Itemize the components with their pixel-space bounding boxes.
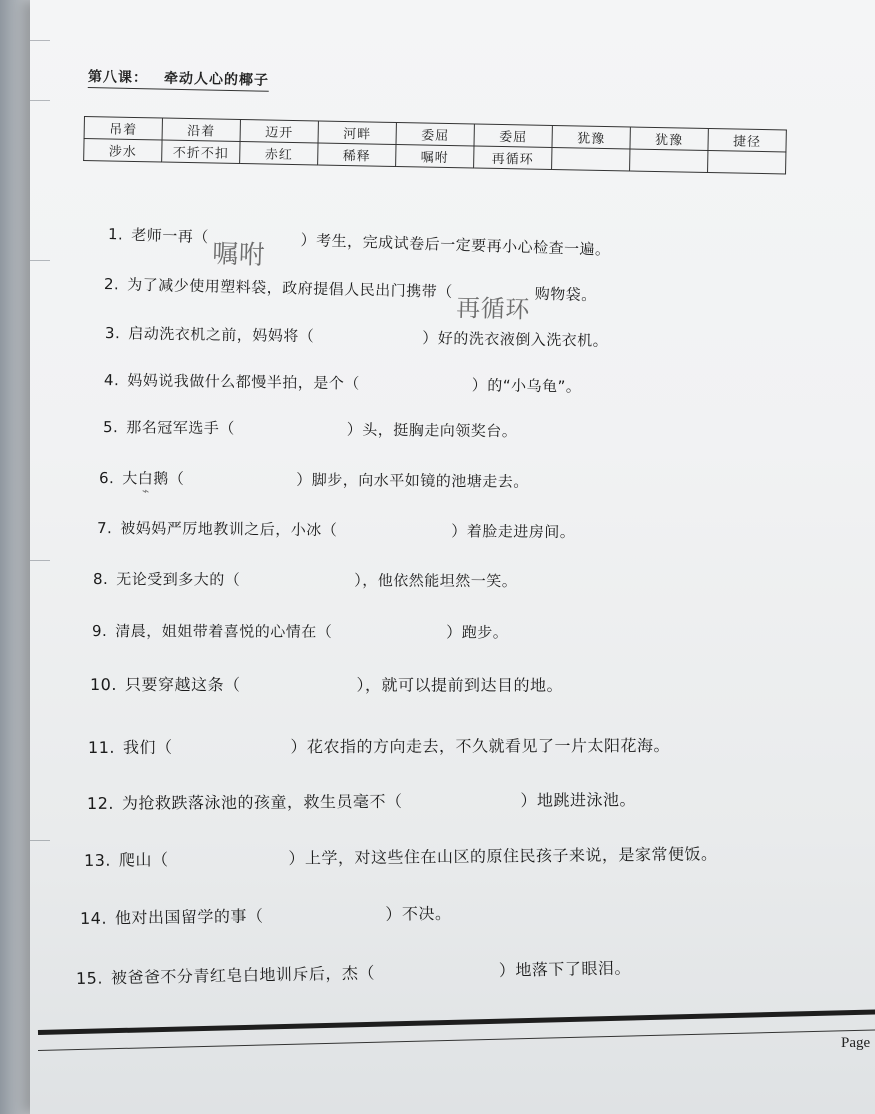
question-text-after: 购物袋。 <box>534 284 597 305</box>
answer-blank[interactable] <box>403 806 521 807</box>
question-text-after: ）脚步，向水平如镜的池塘走去。 <box>296 470 529 491</box>
question-number: 6. <box>98 469 115 488</box>
vocab-cell: 犹豫 <box>630 127 708 150</box>
answer-blank[interactable] <box>453 294 535 324</box>
question-text-before: 我们（ <box>122 737 173 757</box>
vocab-cell: 不折不扣 <box>162 140 240 163</box>
question-item <box>92 620 508 642</box>
vocab-cell: 赤红 <box>240 142 318 165</box>
question-text-after: ）花农指的方向走去，不久就看见了一片太阳花海。 <box>290 735 671 757</box>
vocab-cell: 吊着 <box>84 117 162 140</box>
vocab-cell: 捷径 <box>708 128 786 151</box>
vocab-cell: 委屈 <box>396 122 474 145</box>
vocab-cell: 再循环 <box>474 146 552 169</box>
question-number: 4. <box>103 371 120 390</box>
question-text-before: 被妈妈严厉地教训之后，小冰（ <box>120 519 338 540</box>
question-item <box>103 273 597 324</box>
question-item <box>88 733 670 758</box>
answer-blank[interactable] <box>314 341 422 343</box>
question-number: 13. <box>83 850 112 870</box>
vocab-cell: 稀释 <box>318 143 396 166</box>
question-text-before: 只要穿越这条（ <box>124 675 241 695</box>
vocab-cell: 河畔 <box>318 121 396 144</box>
question-item <box>84 841 718 871</box>
pencil-smudge: ⌁ <box>142 484 150 498</box>
question-item <box>107 223 611 271</box>
question-text-before: 他对出国留学的事（ <box>114 906 264 928</box>
question-text-after: ）跑步。 <box>446 623 509 642</box>
question-text-after: ）地跳进泳池。 <box>520 790 637 810</box>
question-number: 3. <box>104 324 121 343</box>
question-text-before: 被爸爸不分青红皂白地训斥后，杰（ <box>110 963 376 988</box>
answer-blank[interactable] <box>169 864 289 865</box>
question-text-after: ）好的洗衣液倒入洗衣机。 <box>422 328 609 350</box>
question-text-before: 为抢救跌落泳池的孩童，救生员毫不（ <box>121 791 403 813</box>
question-text-after: ），就可以提前到达目的地。 <box>356 675 563 695</box>
vocab-cell: 涉水 <box>84 139 162 162</box>
question-text-before: 那名冠军选手（ <box>126 418 235 438</box>
vocab-cell: 迈开 <box>240 120 318 143</box>
question-text-before: 大白鹅（ <box>122 469 185 488</box>
question-text-after: ）不决。 <box>385 903 452 924</box>
question-item <box>76 955 631 989</box>
question-item <box>99 467 529 492</box>
question-text-before: 为了减少使用塑料袋，政府提倡人民出门携带（ <box>127 275 453 301</box>
question-number: 10. <box>89 675 117 695</box>
question-text-after: ）的“小乌龟”。 <box>471 376 582 396</box>
question-text-after: ）考生，完成试卷后一定要再小心检查一遍。 <box>300 231 611 259</box>
answer-blank[interactable] <box>375 976 499 978</box>
question-text-after: ）上学，对这些住在山区的原住民孩子来说，是家常便饭。 <box>288 844 718 868</box>
question-number: 1. <box>107 225 124 244</box>
handwritten-answer: 再循环 <box>456 294 531 324</box>
question-item <box>104 369 582 397</box>
handwritten-answer: 嘱咐 <box>211 239 266 271</box>
question-text-before: 爬山（ <box>118 850 169 870</box>
question-text-before: 妈妈说我做什么都慢半拍，是个（ <box>127 371 360 393</box>
vocab-cell: 嘱咐 <box>396 144 474 167</box>
answer-blank[interactable] <box>264 920 386 922</box>
page-label: Page <box>841 1035 871 1051</box>
question-item <box>90 672 563 696</box>
question-item <box>93 568 517 591</box>
question-text-before: 清晨，姐姐带着喜悦的心情在（ <box>115 622 333 641</box>
answer-blank[interactable] <box>360 389 472 391</box>
question-item <box>97 517 576 542</box>
question-number: 5. <box>102 418 119 437</box>
answer-blank[interactable] <box>337 535 451 536</box>
question-text-after: ）着脸走进房间。 <box>451 522 576 542</box>
question-number: 12. <box>86 793 115 813</box>
lesson-number-label: 第八课： <box>87 69 149 87</box>
question-text-before: 老师一再（ <box>131 225 210 247</box>
answer-blank[interactable] <box>209 239 301 271</box>
question-text-after: ）地落下了眼泪。 <box>498 958 632 980</box>
question-item <box>80 901 452 929</box>
question-text-before: 启动洗衣机之前，妈妈将（ <box>128 324 315 346</box>
question-number: 9. <box>91 622 108 641</box>
question-item <box>87 787 636 814</box>
question-item <box>105 322 609 351</box>
answer-blank[interactable] <box>184 484 296 485</box>
question-number: 8. <box>92 570 109 589</box>
answer-blank[interactable] <box>240 585 354 586</box>
vocab-cell: 委屈 <box>474 124 552 147</box>
vocab-cell: 犹豫 <box>552 125 630 148</box>
question-number: 11. <box>87 737 115 757</box>
lesson-name: 牵动人心的椰子 <box>163 70 270 89</box>
question-number: 2. <box>103 275 120 294</box>
question-number: 15. <box>75 968 104 988</box>
vocab-cell: 沿着 <box>162 118 240 141</box>
question-number: 14. <box>79 908 108 928</box>
question-text-after: ），他依然能坦然一笑。 <box>354 571 518 591</box>
answer-blank[interactable] <box>235 433 347 434</box>
question-text-before: 无论受到多大的（ <box>116 570 241 589</box>
question-number: 7. <box>96 519 113 538</box>
question-item <box>103 416 518 441</box>
question-text-after: ）头，挺胸走向领奖台。 <box>346 420 518 441</box>
